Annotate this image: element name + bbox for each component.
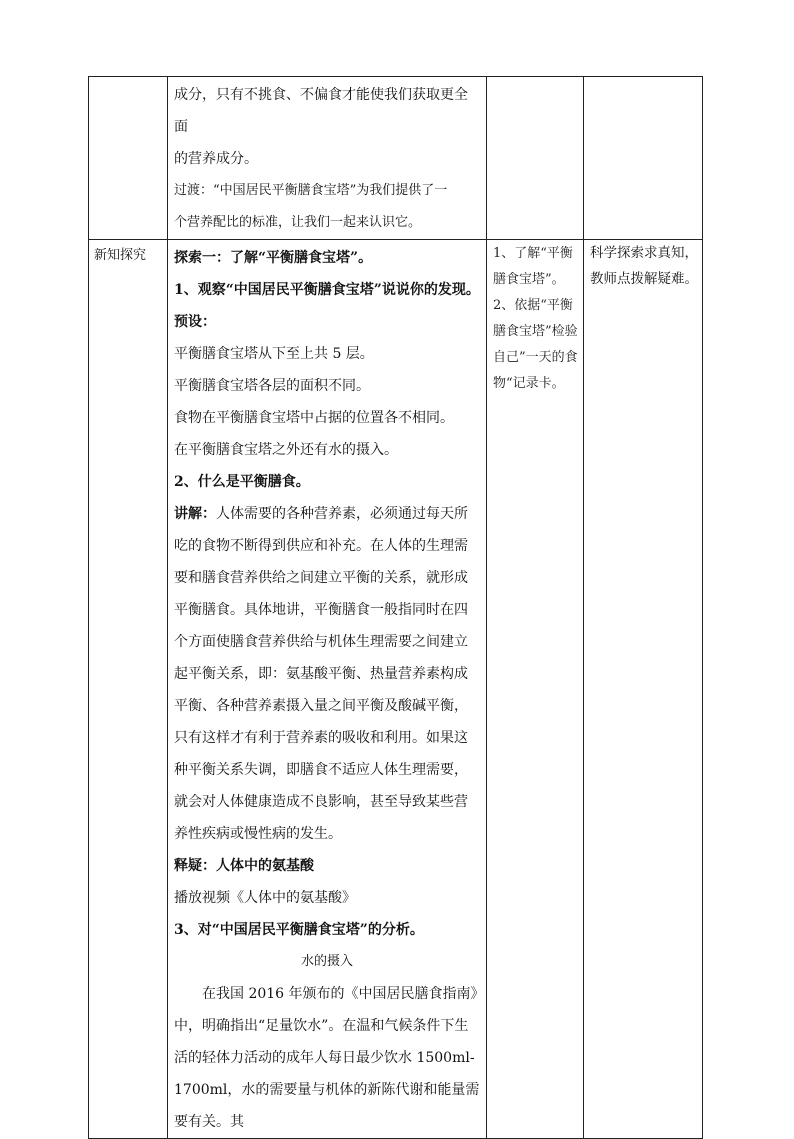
stage-label: 新知探究	[94, 248, 147, 263]
intent-cell	[584, 240, 703, 1139]
question-1: 1、观察“中国居民平衡膳食宝塔”说说你的发现。	[174, 282, 480, 298]
stage-cell	[89, 77, 168, 240]
student-cell	[487, 77, 584, 240]
video-line: 播放视频《人体中的氨基酸》	[174, 890, 356, 906]
activity-cell	[168, 77, 487, 240]
doubt-heading: 释疑：人体中的氨基酸	[174, 858, 314, 874]
question-3: 3、对“中国居民平衡膳食宝塔”的分析。	[174, 922, 424, 938]
question-2: 2、什么是平衡膳食。	[174, 474, 310, 490]
water-title: 水的摄入	[300, 954, 353, 969]
text-line: 成分，只有不挑食、不偏食才能使我们获取更全面	[174, 87, 468, 135]
preset-item: 在平衡膳食宝塔之外还有水的摄入。	[174, 442, 398, 458]
transition-line: 过渡：“中国居民平衡膳食宝塔”为我们提供了一	[174, 183, 448, 198]
water-paragraph: 在我国 2016 年颁布的《中国居民膳食指南》中，明确指出“足量饮水”。在温和气候条件下生活的轻体力活动的成年人每日最少饮水 1500ml-1700ml，水的需要量与机体的新陈代谢和能量需要有关。其	[174, 986, 480, 1130]
preset-label: 预设：	[174, 314, 216, 330]
section-title: 探索一：了解“平衡膳食宝塔”。	[174, 250, 373, 266]
text-line: 的营养成分。	[174, 151, 258, 167]
preset-item: 平衡膳食宝塔各层的面积不同。	[174, 378, 370, 394]
intent-cell	[584, 77, 703, 240]
explain-paragraph	[174, 498, 480, 850]
table-row	[89, 240, 703, 1139]
explain-text: 人体需要的各种营养素，必须通过每天所吃的食物不断得到供应和补充。在人体的生理需要和膳食营养供给之间建立平衡的关系，就形成平衡膳食。具体地讲，平衡膳食一般指同时在四个方面使膳食营养供给与机体生理需要之间建立起平衡关系，即：氨基酸平衡、热量营养素构成平衡、各种营养素摄入量之间平衡及酸碱平衡，只有这样才有利于营养素的吸收和利用。如果这种平衡关系失调，即膳食不适应人体生理需要，就会对人体健康造成不良影响，甚至导致某些营养性疾病或慢性病的发生。	[174, 506, 468, 842]
transition-line: 个营养配比的标准，让我们一起来认识它。	[174, 215, 422, 230]
design-intent: 科学探索求真知，教师点拨解疑难。	[590, 245, 698, 287]
preset-item: 平衡膳食宝塔从下至上共 5 层。	[174, 346, 374, 362]
stage-cell	[89, 240, 168, 1139]
student-activity: 1、了解“平衡膳食宝塔”。	[493, 246, 573, 287]
explain-label: 讲解：	[174, 506, 216, 522]
lesson-plan-table	[88, 76, 703, 1139]
student-activity: 2、依据“平衡膳食宝塔”检验自己”一天的食物“记录卡。	[493, 298, 578, 391]
table-row	[89, 77, 703, 240]
student-cell	[487, 240, 584, 1139]
preset-item: 食物在平衡膳食宝塔中占据的位置各不相同。	[174, 410, 454, 426]
activity-cell	[168, 240, 487, 1139]
